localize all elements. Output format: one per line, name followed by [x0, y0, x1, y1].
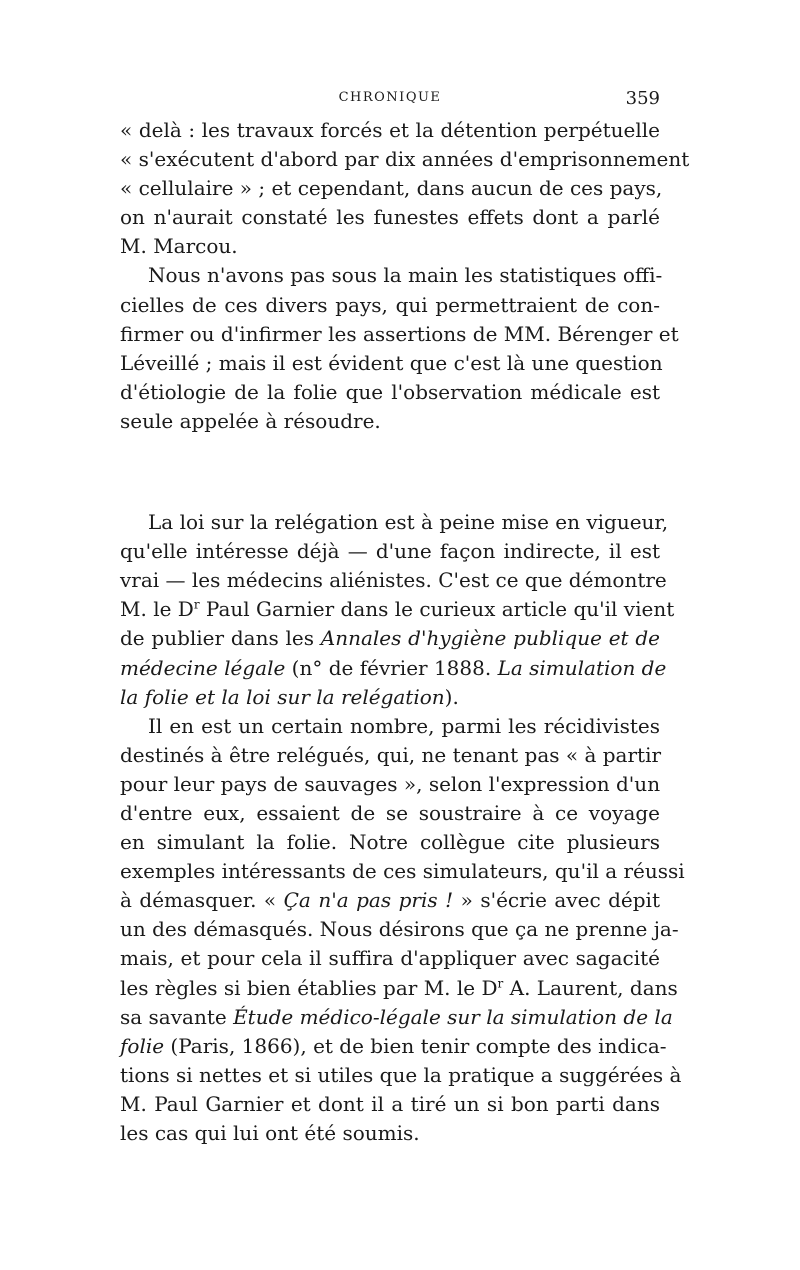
- text-span: M. le D: [120, 597, 194, 622]
- text-line: pour leur pays de sauvages », selon l'expression d'un: [120, 771, 661, 796]
- book-title: Étude médico-légale sur la simulation de la: [233, 1004, 673, 1029]
- text-line: La loi sur la relégation est à peine mise en vigueur,: [148, 510, 669, 535]
- text-line: firmer ou d'infirmer les assertions de MM. Bérenger et: [120, 321, 679, 346]
- text-line: exemples intéressants de ces simulateurs, qu'il a réussi: [120, 859, 685, 884]
- running-head: CHRONIQUE: [338, 90, 442, 105]
- text-line: « delà : les travaux forcés et la détention perpétuelle: [120, 118, 660, 142]
- text-line: « cellulaire » ; et cependant, dans aucun de ces pays,: [120, 176, 663, 201]
- text-line: [120, 1032, 667, 1061]
- text-line: d'entre eux, essaient de se soustraire à ce voyage: [120, 800, 660, 825]
- text-line: M. Paul Garnier et dont il a tiré un si bon parti dans: [120, 1091, 660, 1116]
- paragraph-statistics: [120, 261, 679, 436]
- journal-title: Annales d'hygiène publique et de: [320, 626, 660, 651]
- text-span: ).: [444, 684, 459, 709]
- text-span: de publier dans les: [120, 626, 321, 651]
- text-line: [120, 1003, 673, 1032]
- text-line: on n'aurait constaté les funestes effets dont a parlé: [120, 205, 660, 230]
- text-line: les cas qui lui ont été soumis.: [120, 1121, 420, 1145]
- paragraph-recidivists: [120, 712, 685, 1148]
- text-line: tions si nettes et si utiles que la pratique a suggérées à: [120, 1062, 682, 1087]
- text-span: (n° de février 1888.: [285, 655, 498, 680]
- journal-title: médecine légale: [120, 655, 286, 680]
- superscript: r: [497, 975, 504, 990]
- text-line: un des démasqués. Nous désirons que ça ne prenne ja-: [120, 917, 679, 942]
- text-line: [120, 886, 660, 915]
- text-line: seule appelée à résoudre.: [120, 408, 381, 433]
- text-line: [120, 624, 660, 653]
- text-span: A. Laurent, dans: [503, 975, 678, 1000]
- text-line: mais, et pour cela il suffira d'appliquer avec sagacité: [120, 946, 660, 971]
- text-line: « s'exécutent d'abord par dix années d'emprisonnement: [120, 147, 690, 172]
- text-line: [120, 683, 660, 712]
- book-title: folie: [120, 1033, 165, 1058]
- text-span: » s'écrie avec dépit: [453, 888, 660, 913]
- page-number: 359: [625, 88, 660, 109]
- text-line: M. Marcou.: [120, 234, 238, 259]
- quotation: Ça n'a pas pris !: [283, 888, 454, 913]
- article-title: la folie et la loi sur la relégation: [120, 684, 445, 709]
- body-text: [120, 116, 690, 1148]
- text-line: Nous n'avons pas sous la main les statistiques offi-: [148, 263, 663, 288]
- text-line: destinés à être relégués, qui, ne tenant pas « à partir: [120, 742, 662, 767]
- text-line: Léveillé ; mais il est évident que c'est là une question: [120, 350, 663, 375]
- text-line: en simulant la folie. Notre collègue cite plusieurs: [120, 830, 660, 855]
- text-span: à démasquer. «: [120, 888, 284, 913]
- text-line: [120, 595, 675, 624]
- page-header: [120, 88, 660, 110]
- text-span: sa savante: [120, 1004, 234, 1029]
- quote-paragraph: [120, 116, 690, 261]
- superscript: r: [193, 597, 200, 612]
- text-line: qu'elle intéresse déjà — d'une façon indirecte, il est: [120, 539, 660, 564]
- text-span: Paul Garnier dans le curieux article qu'il vient: [199, 597, 675, 622]
- text-line: Il en est un certain nombre, parmi les récidivistes: [148, 713, 660, 738]
- text-line: d'étiologie de la folie que l'observation médicale est: [120, 379, 660, 404]
- section-gap: [120, 436, 660, 508]
- text-line: vrai — les médecins aliénistes. C'est ce que démontre: [120, 568, 667, 593]
- paragraph-relegation: [120, 508, 675, 712]
- article-title: La simulation de: [497, 655, 667, 680]
- text-line: [120, 974, 678, 1003]
- text-span: les règles si bien établies par M. le D: [120, 975, 498, 1000]
- text-line: cielles de ces divers pays, qui permettraient de con-: [120, 292, 660, 317]
- text-span: (Paris, 1866), et de bien tenir compte des indica-: [164, 1033, 667, 1058]
- text-line: [120, 654, 667, 683]
